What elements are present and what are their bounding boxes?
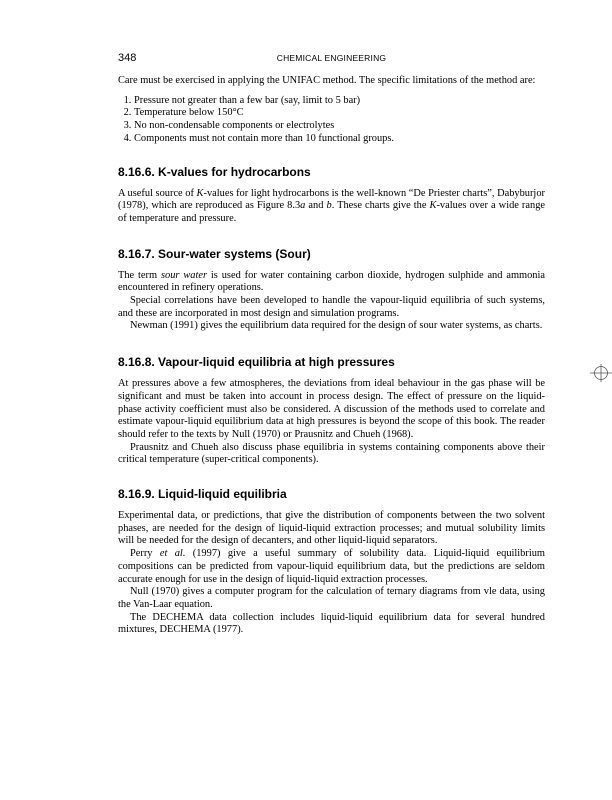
paragraph: Null (1970) gives a computer program for the calculation of ternary diagrams from vle data, using the Van-Laar equation. [118,586,545,610]
paragraph: Prausnitz and Chueh also discuss phase equilibria in systems containing components above their critical temperature (super-critical components). [118,441,545,466]
running-title: CHEMICAL ENGINEERING [276,53,387,63]
intro-paragraph: Care must be exercised in applying the UNIFAC method. The specific limitations of the method are: [118,75,536,86]
paragraph: A useful source of K-values for light hydrocarbons is the well-known “De Priester charts”, Dabyburjor (1978), which are reproduced as Figure 8.3a and b. These charts give the K-values over a wide range of temperature and pressure. [118,187,546,224]
crop-mark-icon [590,362,612,384]
list-item: 1. Pressure not greater than a few bar (say, limit to 5 bar) [134,95,545,108]
paragraph: Special correlations have been developed to handle the vapour-liquid equilibria of such systems, and these are incorporated in most design and simulation programs. [118,295,545,319]
paragraph: The term sour water is used for water containing carbon dioxide, hydrogen sulphide and ammonia encountered in refinery operations. [118,269,546,294]
section-heading-8-16-6: 8.16.6. K-values for hydrocarbons [118,164,311,179]
paragraph: The DECHEMA data collection includes liquid-liquid equilibrium data for several hundred mixtures, DECHEMA (1977). [118,611,545,636]
section-heading-8-16-8: 8.16.8. Vapour-liquid equilibria at high pressures [118,355,395,370]
page-body [118,75,545,637]
limitations-list [118,95,545,146]
list-item: 3. No non-condensable components or electrolytes [134,120,545,133]
list-item: 2. Temperature below 150°C [134,107,545,120]
section-heading-8-16-9: 8.16.9. Liquid-liquid equilibria [118,487,287,502]
paragraph: Newman (1991) gives the equilibrium data required for the design of sour water systems, as charts. [130,320,543,332]
paragraph: At pressures above a few atmospheres, the deviations from ideal behaviour in the gas phase will be significant and must be taken into account in process design. The effect of pressure on the liquid-phase activity coefficient must also be considered. A discussion of the methods used to correlate and estimate vapour-liquid equilibrium data at high pressures is beyond the scope of this book. The reader should refer to the texts by Null (1970) or Prausnitz and Chueh (1968). [118,378,545,440]
list-item: 4. Components must not contain more than 10 functional groups. [134,133,545,146]
page-number: 348 [118,52,137,64]
running-head [118,52,545,66]
paragraph: Experimental data, or predictions, that give the distribution of components between the two solvent phases, are needed for the design of liquid-liquid extraction processes; and mutual solubility limits will be needed for the design of decanters, and other liquid-liquid separators. [118,510,545,547]
section-heading-8-16-7: 8.16.7. Sour-water systems (Sour) [118,246,311,261]
paragraph: Perry et al. (1997) give a useful summary of solubility data. Liquid-liquid equilibrium compositions can be predicted from vapour-liquid equilibrium data, but the predictions are seldom accurate enough for use in the design of liquid-liquid extraction processes. [118,548,545,585]
